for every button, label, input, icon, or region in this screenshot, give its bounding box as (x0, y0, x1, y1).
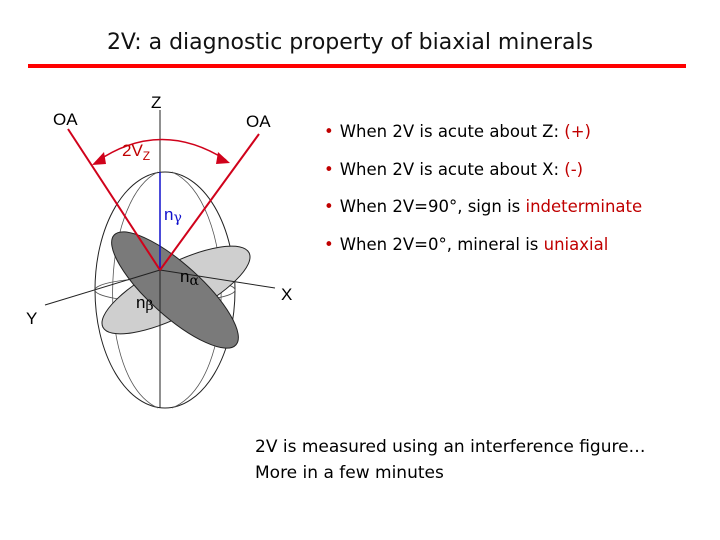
n-gamma-label (164, 205, 182, 226)
bullet-text: When 2V is acute about X: (339, 159, 565, 179)
bullet-list (324, 122, 642, 272)
y-axis-label: Y (26, 309, 38, 328)
bullet-dot: • (324, 234, 334, 254)
bullet-item (324, 160, 642, 198)
2v-label-main: 2V (122, 141, 143, 160)
2v-label (122, 141, 150, 163)
bullet-item (324, 235, 642, 273)
x-axis-label: X (281, 285, 293, 304)
title-divider (28, 64, 686, 68)
bullet-text: When 2V=0°, mineral is (339, 234, 544, 254)
footer-line-2: More in a few minutes (255, 463, 444, 483)
n-alpha-sub: α (189, 273, 199, 289)
n-beta-sub: β (145, 298, 154, 314)
slide-title: 2V: a diagnostic property of biaxial minerals (106, 30, 594, 55)
bullet-dot: • (324, 122, 334, 141)
bullet-item (324, 122, 642, 160)
n-alpha-n: n (180, 267, 190, 286)
bullet-dot: • (324, 159, 334, 179)
bullet-item (324, 197, 642, 235)
2v-label-sub: Z (142, 149, 151, 163)
bullet-text: When 2V=90°, sign is (339, 197, 526, 216)
bullet-dot: • (324, 197, 334, 216)
bullet-highlight: (-) (564, 159, 584, 179)
n-gamma-sub: γ (173, 210, 182, 226)
n-beta-n: n (136, 293, 146, 312)
optic-axis-left-label: OA (53, 110, 78, 129)
bullet-text: When 2V is acute about Z: (339, 122, 565, 141)
footer-line-1: 2V is measured using an interference figure… (255, 437, 646, 457)
optic-axis-right-label: OA (246, 112, 271, 131)
2v-arc (96, 139, 226, 162)
2v-arc-arrow-left (92, 152, 106, 165)
indicatrix-diagram (0, 80, 320, 420)
bullet-highlight: uniaxial (543, 234, 609, 254)
n-gamma-n: n (164, 205, 174, 224)
2v-arc-arrow-right (216, 152, 230, 164)
bullet-highlight: (+) (564, 122, 591, 141)
bullet-highlight: indeterminate (525, 197, 643, 216)
dark-section (97, 216, 254, 364)
z-axis-label: Z (151, 93, 162, 112)
footer-note (255, 434, 646, 486)
